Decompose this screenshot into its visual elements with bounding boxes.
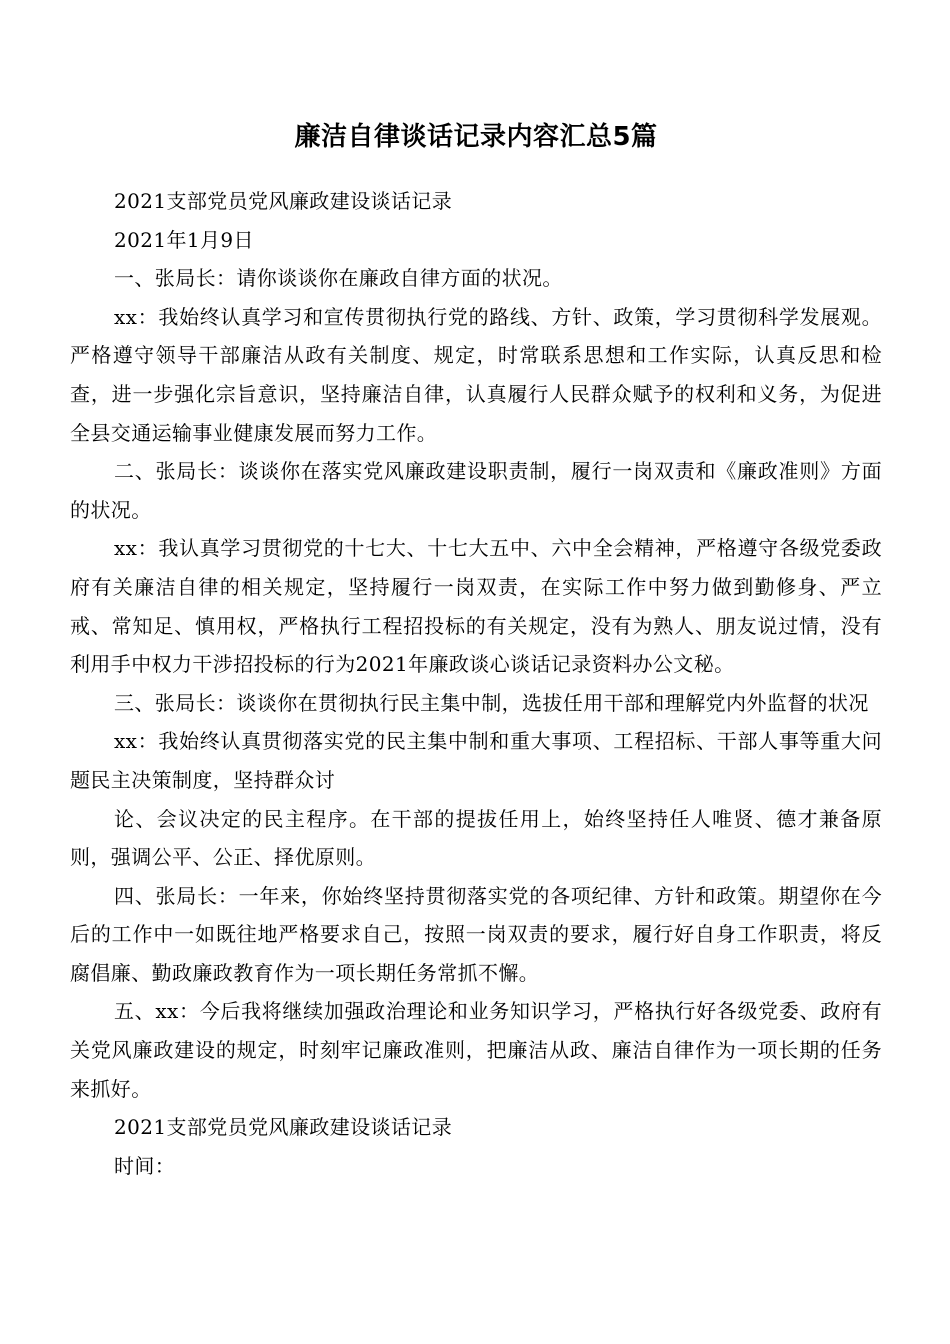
document-title: 廉洁自律谈话记录内容汇总5篇 [294, 122, 658, 153]
paragraph-point-5: 五、xx：今后我将继续加强政治理论和业务知识学习，严格执行好各级党委、政府有关党风廉政建设的规定，时刻牢记廉政准则，把廉洁从政、廉洁自律作为一项长期的任务来抓好。 [70, 999, 882, 1101]
paragraph-date: 2021年1月9日 [114, 227, 254, 252]
paragraph-question-1: 一、张局长：请你谈谈你在廉政自律方面的状况。 [114, 266, 563, 291]
paragraph-answer-1: xx：我始终认真学习和宣传贯彻执行党的路线、方针、政策，学习贯彻科学发展观。严格遵守领导干部廉洁从政有关制度、规定，时常联系思想和工作实际，认真反思和检查，进一步强化宗旨意识，坚持廉洁自律，认真履行人民群众赋予的权利和义务，为促进全县交通运输事业健康发展而努力工作。 [70, 304, 882, 445]
paragraph-time: 时间： [114, 1153, 176, 1178]
paragraph-question-2: 二、张局长：谈谈你在落实党风廉政建设职责制，履行一岗双责和《廉政准则》方面的状况。 [70, 459, 882, 522]
paragraph-answer-3-continued: 论、会议决定的民主程序。在干部的提拔任用上，始终坚持任人唯贤、德才兼备原则，强调公平、公正、择优原则。 [70, 806, 882, 870]
paragraph-answer-2: xx：我认真学习贯彻党的十七大、十七大五中、六中全会精神，严格遵守各级党委政府有关廉洁自律的相关规定，坚持履行一岗双责，在实际工作中努力做到勤修身、严立戒、常知足、慎用权，严格执行工程招投标的有关规定，没有为熟人、朋友说过情，没有利用手中权力干涉招投标的行为2021年廉政谈心谈话记录资料办公文秘。 [70, 536, 882, 677]
paragraph-question-3: 三、张局长：谈谈你在贯彻执行民主集中制，选拔任用干部和理解党内外监督的状况 [114, 690, 869, 715]
document-body [70, 182, 882, 1185]
paragraph-point-4: 四、张局长：一年来，你始终坚持贯彻落实党的各项纪律、方针和政策。期望你在今后的工作中一如既往地严格要求自己，按照一岗双责的要求，履行好自身工作职责，将反腐倡廉、勤政廉政教育作为一项长期任务常抓不懈。 [70, 883, 882, 985]
paragraph-answer-3: xx：我始终认真贯彻落实党的民主集中制和重大事项、工程招标、干部人事等重大问题民主决策制度，坚持群众讨 [70, 729, 882, 792]
paragraph-record-title-2: 2021支部党员党风廉政建设谈话记录 [114, 1115, 453, 1140]
paragraph-record-title: 2021支部党员党风廉政建设谈话记录 [114, 189, 453, 213]
